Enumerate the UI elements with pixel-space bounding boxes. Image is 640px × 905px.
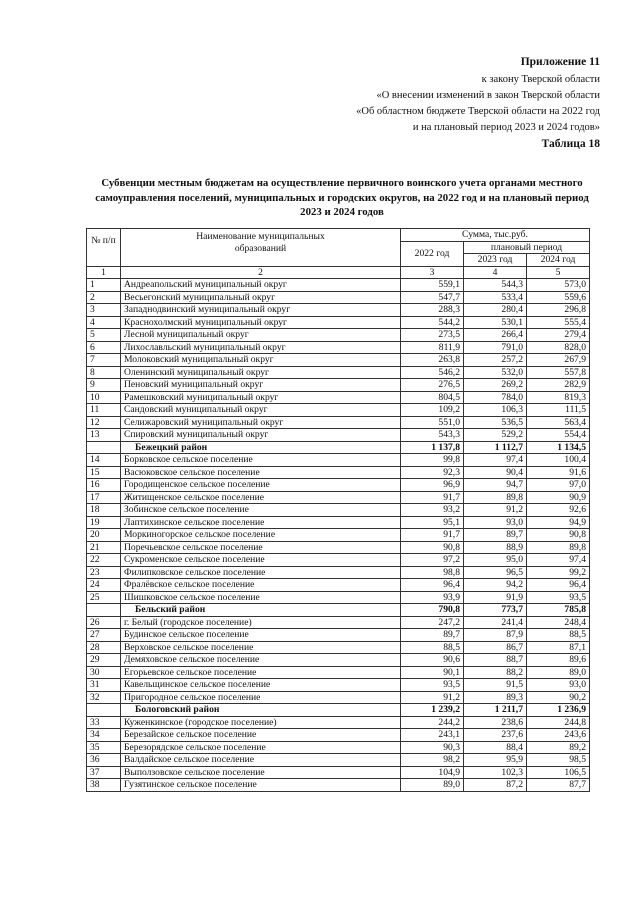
row-value-2024: 244,8: [527, 716, 590, 729]
row-name: Бежецкий район: [121, 441, 401, 454]
row-value-2024: 91,6: [527, 466, 590, 479]
row-value-2022: 90,6: [401, 654, 464, 667]
row-value-2023: 533,4: [464, 291, 527, 304]
row-number: 8: [87, 366, 121, 379]
row-name: Бельский район: [121, 604, 401, 617]
table-row: [87, 779, 590, 792]
law-line: к закону Тверской области: [481, 74, 600, 85]
table-row: [87, 416, 590, 429]
row-name: Егорьевское сельское поселение: [121, 666, 401, 679]
index-cell: 1: [87, 266, 121, 279]
row-value-2022: 276,5: [401, 379, 464, 392]
row-value-2024: 557,8: [527, 366, 590, 379]
row-number: 3: [87, 304, 121, 317]
row-value-2023: 86,7: [464, 641, 527, 654]
row-value-2024: 94,9: [527, 516, 590, 529]
index-cell: 5: [527, 266, 590, 279]
table-row: [87, 379, 590, 392]
table-row: [87, 354, 590, 367]
row-value-2023: 95,9: [464, 754, 527, 767]
row-name: Селижаровский муниципальный округ: [121, 416, 401, 429]
row-value-2023: 89,7: [464, 529, 527, 542]
row-name: Сукроменское сельское поселение: [121, 554, 401, 567]
row-name: Валдайское сельское поселение: [121, 754, 401, 767]
row-value-2023: 1 112,7: [464, 441, 527, 454]
row-value-2022: 97,2: [401, 554, 464, 567]
row-name: Лихославльский муниципальный округ: [121, 341, 401, 354]
row-number: 12: [87, 416, 121, 429]
row-name: Спировский муниципальный округ: [121, 429, 401, 442]
row-value-2022: 104,9: [401, 766, 464, 779]
row-value-2023: 87,2: [464, 779, 527, 792]
table-row: [87, 629, 590, 642]
row-value-2022: 811,9: [401, 341, 464, 354]
row-number: 14: [87, 454, 121, 467]
row-number: 22: [87, 554, 121, 567]
row-value-2023: 97,4: [464, 454, 527, 467]
row-value-2024: 100,4: [527, 454, 590, 467]
row-name: Бологовский район: [121, 704, 401, 717]
row-value-2022: 91,2: [401, 691, 464, 704]
row-number: 27: [87, 629, 121, 642]
row-number: 5: [87, 329, 121, 342]
row-value-2022: 93,2: [401, 504, 464, 517]
row-value-2024: 89,0: [527, 666, 590, 679]
row-value-2024: 296,8: [527, 304, 590, 317]
row-value-2023: 266,4: [464, 329, 527, 342]
row-name: Гузятинское сельское поселение: [121, 779, 401, 792]
row-value-2022: 1 137,8: [401, 441, 464, 454]
row-number: 6: [87, 341, 121, 354]
table-row: [87, 366, 590, 379]
row-name: Васюковское сельское поселение: [121, 466, 401, 479]
row-value-2024: 88,5: [527, 629, 590, 642]
row-value-2023: 529,2: [464, 429, 527, 442]
row-value-2022: 95,1: [401, 516, 464, 529]
row-value-2022: 1 239,2: [401, 704, 464, 717]
row-number: 19: [87, 516, 121, 529]
subventions-table: [86, 228, 590, 792]
row-number: [87, 604, 121, 617]
row-value-2022: 93,5: [401, 679, 464, 692]
row-value-2023: 88,2: [464, 666, 527, 679]
table-row: [87, 529, 590, 542]
row-value-2023: 91,9: [464, 591, 527, 604]
row-value-2023: 88,9: [464, 541, 527, 554]
row-value-2023: 87,9: [464, 629, 527, 642]
row-number: [87, 704, 121, 717]
row-value-2024: 93,0: [527, 679, 590, 692]
row-number: 2: [87, 291, 121, 304]
row-number: 11: [87, 404, 121, 417]
row-name: Лесной муниципальный округ: [121, 329, 401, 342]
row-name: Поречьевское сельское поселение: [121, 541, 401, 554]
table-body: [87, 279, 590, 792]
row-value-2023: 1 211,7: [464, 704, 527, 717]
column-index-row: [87, 266, 590, 279]
row-number: 7: [87, 354, 121, 367]
row-value-2023: 237,6: [464, 729, 527, 742]
table-row: [87, 304, 590, 317]
row-number: 21: [87, 541, 121, 554]
row-value-2022: 96,4: [401, 579, 464, 592]
row-name: Городищенское сельское поселение: [121, 479, 401, 492]
row-name: Березайское сельское поселение: [121, 729, 401, 742]
index-cell: 4: [464, 266, 527, 279]
header-sum: Сумма, тыс.руб.: [401, 229, 590, 242]
table-row: [87, 741, 590, 754]
row-value-2024: 92,6: [527, 504, 590, 517]
row-name: Выползовское сельское поселение: [121, 766, 401, 779]
row-value-2022: 91,7: [401, 529, 464, 542]
row-value-2024: 96,4: [527, 579, 590, 592]
row-value-2023: 280,4: [464, 304, 527, 317]
row-value-2024: 89,8: [527, 541, 590, 554]
row-value-2022: 93,9: [401, 591, 464, 604]
row-number: 35: [87, 741, 121, 754]
table-row-district: [87, 604, 590, 617]
row-number: 13: [87, 429, 121, 442]
table-row: [87, 691, 590, 704]
title-line: 2023 и 2024 годов: [300, 206, 384, 218]
row-value-2022: 88,5: [401, 641, 464, 654]
row-number: 4: [87, 316, 121, 329]
row-value-2024: 97,0: [527, 479, 590, 492]
row-value-2024: 89,2: [527, 741, 590, 754]
row-value-2023: 269,2: [464, 379, 527, 392]
row-number: 1: [87, 279, 121, 292]
row-name: Верховское сельское поселение: [121, 641, 401, 654]
table-number: Таблица 18: [541, 138, 600, 150]
row-value-2023: 93,0: [464, 516, 527, 529]
table-row: [87, 454, 590, 467]
row-value-2022: 92,3: [401, 466, 464, 479]
row-value-2022: 551,0: [401, 416, 464, 429]
row-name: Житищенское сельское поселение: [121, 491, 401, 504]
law-line: и на плановый период 2023 и 2024 годов»: [412, 122, 600, 133]
row-name: Рамешковский муниципальный округ: [121, 391, 401, 404]
table-row: [87, 641, 590, 654]
row-value-2024: 819,3: [527, 391, 590, 404]
row-name: Демяховское сельское поселение: [121, 654, 401, 667]
table-row: [87, 466, 590, 479]
row-name: Весьегонский муниципальный округ: [121, 291, 401, 304]
row-number: 38: [87, 779, 121, 792]
row-name: Зобинское сельское поселение: [121, 504, 401, 517]
table-row: [87, 754, 590, 767]
table-row: [87, 666, 590, 679]
row-value-2022: 804,5: [401, 391, 464, 404]
appendix-label: Приложение 11: [520, 56, 600, 68]
row-value-2024: 248,4: [527, 616, 590, 629]
table-row: [87, 504, 590, 517]
row-value-2023: 94,2: [464, 579, 527, 592]
row-value-2022: 544,2: [401, 316, 464, 329]
table-row: [87, 579, 590, 592]
row-number: 33: [87, 716, 121, 729]
header-2022: 2022 год: [401, 241, 464, 266]
row-value-2022: 90,3: [401, 741, 464, 754]
law-line: «О внесении изменений в закон Тверской области: [376, 90, 600, 101]
row-value-2023: 91,2: [464, 504, 527, 517]
table-row: [87, 316, 590, 329]
table-row: [87, 404, 590, 417]
row-number: 23: [87, 566, 121, 579]
row-name: Борковское сельское поселение: [121, 454, 401, 467]
table-row: [87, 329, 590, 342]
table-row: [87, 654, 590, 667]
table-row: [87, 616, 590, 629]
row-number: 15: [87, 466, 121, 479]
row-value-2024: 93,5: [527, 591, 590, 604]
row-value-2022: 243,1: [401, 729, 464, 742]
row-name: Сандовский муниципальный округ: [121, 404, 401, 417]
row-value-2024: 87,1: [527, 641, 590, 654]
table-row: [87, 766, 590, 779]
row-number: 20: [87, 529, 121, 542]
header-2023: 2023 год: [464, 254, 527, 267]
row-number: 17: [87, 491, 121, 504]
row-name: Фралёвское сельское поселение: [121, 579, 401, 592]
row-number: 26: [87, 616, 121, 629]
row-name: г. Белый (городское поселение): [121, 616, 401, 629]
header-planned: плановый период: [464, 241, 590, 254]
table-row: [87, 491, 590, 504]
row-value-2022: 546,2: [401, 366, 464, 379]
table-row: [87, 554, 590, 567]
table-row-district: [87, 441, 590, 454]
row-number: [87, 441, 121, 454]
row-value-2024: 90,2: [527, 691, 590, 704]
table-row: [87, 291, 590, 304]
row-value-2023: 88,7: [464, 654, 527, 667]
row-value-2024: 111,5: [527, 404, 590, 417]
table-row: [87, 341, 590, 354]
header-name: Наименование муниципальных образований: [121, 229, 401, 267]
row-value-2023: 106,3: [464, 404, 527, 417]
row-value-2023: 90,4: [464, 466, 527, 479]
row-value-2023: 791,0: [464, 341, 527, 354]
table-row: [87, 429, 590, 442]
table-row: [87, 591, 590, 604]
table-row: [87, 679, 590, 692]
row-number: 32: [87, 691, 121, 704]
row-value-2024: 1 134,5: [527, 441, 590, 454]
row-value-2023: 532,0: [464, 366, 527, 379]
row-value-2024: 559,6: [527, 291, 590, 304]
row-value-2024: 555,4: [527, 316, 590, 329]
row-value-2023: 94,7: [464, 479, 527, 492]
row-number: 16: [87, 479, 121, 492]
row-value-2023: 238,6: [464, 716, 527, 729]
row-number: 34: [87, 729, 121, 742]
row-name: Оленинский муниципальный округ: [121, 366, 401, 379]
row-name: Кавельщинское сельское поселение: [121, 679, 401, 692]
row-value-2024: 828,0: [527, 341, 590, 354]
row-name: Андреапольский муниципальный округ: [121, 279, 401, 292]
row-value-2022: 244,2: [401, 716, 464, 729]
row-value-2024: 89,6: [527, 654, 590, 667]
row-value-2023: 95,0: [464, 554, 527, 567]
row-number: 37: [87, 766, 121, 779]
row-number: 25: [87, 591, 121, 604]
index-cell: 2: [121, 266, 401, 279]
title-line: самоуправления поселений, муниципальных и городских округов, на 2022 год и на плановый период: [95, 191, 589, 204]
row-value-2022: 98,8: [401, 566, 464, 579]
row-number: 10: [87, 391, 121, 404]
row-value-2023: 784,0: [464, 391, 527, 404]
row-name: Филипковское сельское поселение: [121, 566, 401, 579]
row-value-2023: 89,3: [464, 691, 527, 704]
row-value-2024: 97,4: [527, 554, 590, 567]
row-value-2024: 554,4: [527, 429, 590, 442]
row-value-2022: 98,2: [401, 754, 464, 767]
row-value-2023: 91,5: [464, 679, 527, 692]
row-value-2022: 547,7: [401, 291, 464, 304]
row-value-2024: 99,2: [527, 566, 590, 579]
row-value-2022: 790,8: [401, 604, 464, 617]
row-value-2024: 267,9: [527, 354, 590, 367]
row-value-2024: 243,6: [527, 729, 590, 742]
row-value-2022: 96,9: [401, 479, 464, 492]
row-value-2023: 241,4: [464, 616, 527, 629]
row-value-2022: 90,1: [401, 666, 464, 679]
row-value-2024: 90,8: [527, 529, 590, 542]
row-value-2024: 785,8: [527, 604, 590, 617]
row-value-2024: 98,5: [527, 754, 590, 767]
row-value-2022: 273,5: [401, 329, 464, 342]
row-name: Куженкинское (городское поселение): [121, 716, 401, 729]
row-value-2022: 543,3: [401, 429, 464, 442]
row-number: 30: [87, 666, 121, 679]
row-value-2022: 263,8: [401, 354, 464, 367]
row-value-2022: 90,8: [401, 541, 464, 554]
row-value-2022: 559,1: [401, 279, 464, 292]
row-name: Шишковское сельское поселение: [121, 591, 401, 604]
table-row: [87, 729, 590, 742]
row-number: 28: [87, 641, 121, 654]
row-value-2024: 87,7: [527, 779, 590, 792]
row-number: 9: [87, 379, 121, 392]
row-value-2022: 89,0: [401, 779, 464, 792]
row-number: 31: [87, 679, 121, 692]
row-name: Пеновский муниципальный округ: [121, 379, 401, 392]
row-value-2022: 109,2: [401, 404, 464, 417]
row-value-2023: 536,5: [464, 416, 527, 429]
row-value-2023: 96,5: [464, 566, 527, 579]
table-row: [87, 566, 590, 579]
row-number: 29: [87, 654, 121, 667]
row-value-2024: 279,4: [527, 329, 590, 342]
document-title: [82, 176, 602, 220]
header-2024: 2024 год: [527, 254, 590, 267]
table-row: [87, 279, 590, 292]
row-value-2024: 563,4: [527, 416, 590, 429]
row-value-2022: 89,7: [401, 629, 464, 642]
row-value-2023: 544,3: [464, 279, 527, 292]
law-reference: [356, 72, 600, 136]
row-name: Моркиногорское сельское поселение: [121, 529, 401, 542]
row-name: Западнодвинский муниципальный округ: [121, 304, 401, 317]
row-value-2023: 102,3: [464, 766, 527, 779]
row-name: Будинское сельское поселение: [121, 629, 401, 642]
header-number: № п/п: [87, 229, 121, 267]
row-name: Березорядское сельское поселение: [121, 741, 401, 754]
row-value-2024: 1 236,9: [527, 704, 590, 717]
table-row: [87, 391, 590, 404]
row-value-2024: 106,5: [527, 766, 590, 779]
row-number: 36: [87, 754, 121, 767]
table-row: [87, 516, 590, 529]
row-value-2023: 773,7: [464, 604, 527, 617]
law-line: «Об областном бюджете Тверской области на 2022 год: [356, 106, 600, 117]
row-value-2022: 288,3: [401, 304, 464, 317]
title-line: Субвенции местным бюджетам на осуществление первичного воинского учета органами местного: [101, 177, 583, 189]
row-number: 18: [87, 504, 121, 517]
table-row: [87, 541, 590, 554]
row-value-2023: 530,1: [464, 316, 527, 329]
row-name: Краснохолмский муниципальный округ: [121, 316, 401, 329]
row-value-2023: 89,8: [464, 491, 527, 504]
row-name: Молоковский муниципальный округ: [121, 354, 401, 367]
row-value-2022: 247,2: [401, 616, 464, 629]
row-value-2024: 90,9: [527, 491, 590, 504]
row-value-2024: 573,0: [527, 279, 590, 292]
row-value-2024: 282,9: [527, 379, 590, 392]
row-number: 24: [87, 579, 121, 592]
row-value-2023: 257,2: [464, 354, 527, 367]
table-row: [87, 479, 590, 492]
table-row: [87, 716, 590, 729]
index-cell: 3: [401, 266, 464, 279]
row-name: Лаптихинское сельское поселение: [121, 516, 401, 529]
row-name: Пригородное сельское поселение: [121, 691, 401, 704]
row-value-2022: 99,8: [401, 454, 464, 467]
table-row-district: [87, 704, 590, 717]
row-value-2022: 91,7: [401, 491, 464, 504]
row-value-2023: 88,4: [464, 741, 527, 754]
